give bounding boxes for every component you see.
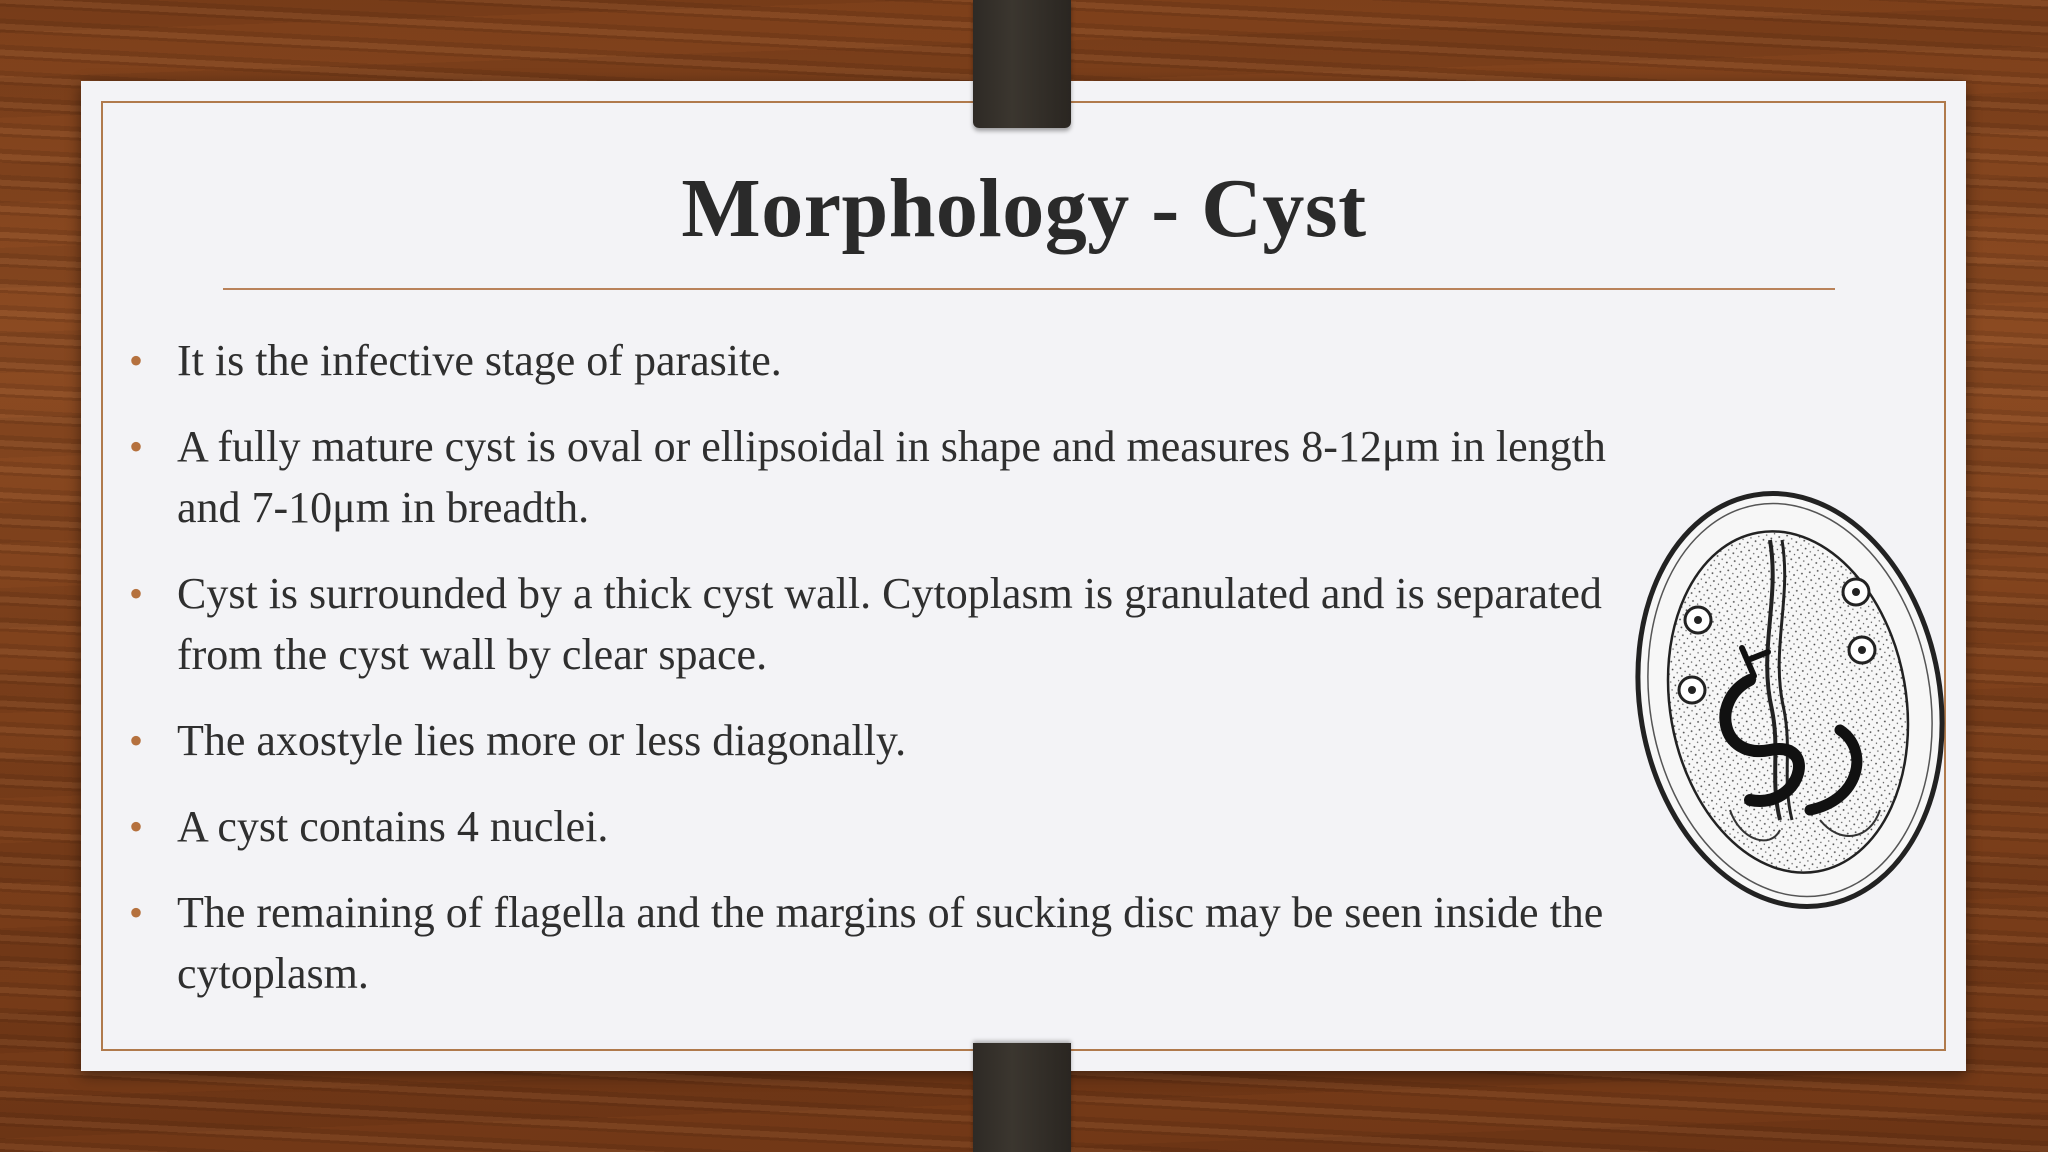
bullet-dot-icon: • <box>129 890 144 935</box>
title-divider <box>223 288 1835 290</box>
bullet-dot-icon: • <box>129 424 144 469</box>
bullet-dot-icon: • <box>129 571 144 616</box>
bullet-item <box>127 563 1657 685</box>
bullet-text: Cyst is surrounded by a thick cyst wall. Cytoplasm is granulated and is separated from the cyst wall by clear space. <box>177 569 1602 679</box>
bullet-item <box>127 330 1657 391</box>
bullet-dot-icon: • <box>129 338 144 383</box>
giardia-cyst-icon <box>1630 480 1948 920</box>
bullet-item <box>127 416 1657 538</box>
bullet-item <box>127 796 1657 857</box>
bullet-list <box>127 330 1657 1029</box>
binder-clip-top <box>973 0 1071 128</box>
bullet-text: The axostyle lies more or less diagonally. <box>177 716 907 765</box>
bullet-text: It is the infective stage of parasite. <box>177 336 782 385</box>
bullet-item <box>127 710 1657 771</box>
slide-title: Morphology - Cyst <box>681 162 1367 255</box>
bullet-item <box>127 882 1657 1004</box>
bullet-text: A fully mature cyst is oval or ellipsoidal in shape and measures 8-12μm in length and 7-10μm in breadth. <box>177 422 1606 532</box>
bullet-text: A cyst contains 4 nuclei. <box>177 802 609 851</box>
bullet-text: The remaining of flagella and the margins of sucking disc may be seen inside the cytoplasm. <box>177 888 1604 998</box>
bullet-dot-icon: • <box>129 718 144 763</box>
bullet-dot-icon: • <box>129 804 144 849</box>
binder-clip-bottom <box>973 1043 1071 1152</box>
